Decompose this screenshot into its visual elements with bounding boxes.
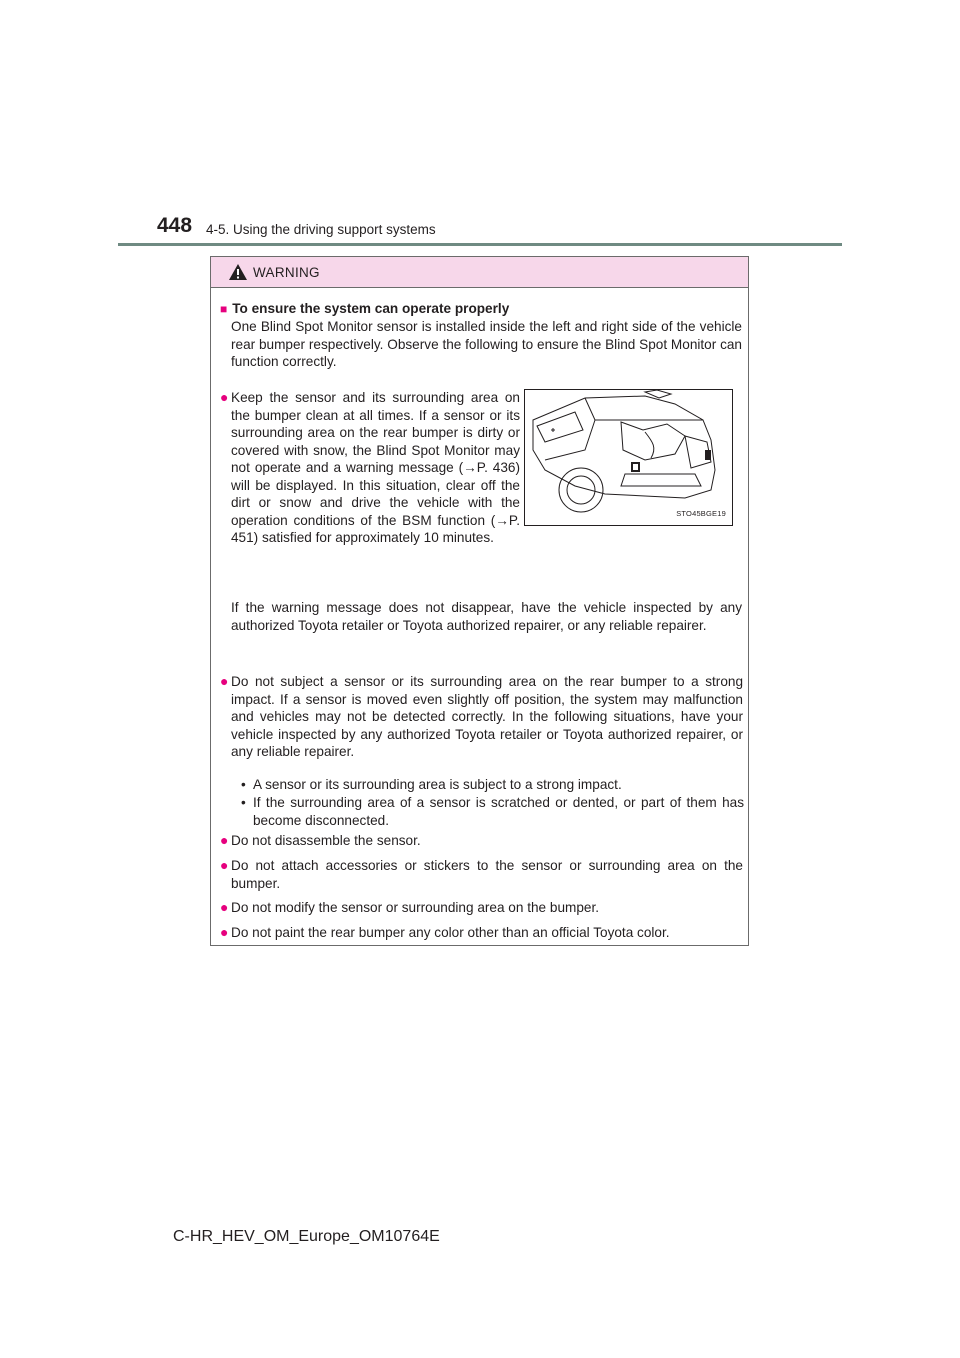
- bullet-item: [220, 899, 743, 917]
- dot-bullet-icon: •: [241, 795, 246, 810]
- section-title: 4-5. Using the driving support systems: [206, 222, 436, 237]
- bullet-item: [220, 857, 743, 892]
- intro-paragraph: One Blind Spot Monitor sensor is installed inside the left and right side of the vehicle rear bumper respectively. Observe the following to ensure the Blind Spot Monitor can function correctly.: [231, 319, 742, 369]
- page-number: 448: [157, 214, 193, 237]
- circle-bullet-icon: ●: [220, 389, 229, 405]
- circle-bullet-icon: ●: [220, 924, 229, 940]
- bullet-text: Do not attach accessories or stickers to the sensor or surrounding area on the bumper.: [231, 858, 743, 891]
- document-code: C-HR_HEV_OM_Europe_OM10764E: [173, 1228, 440, 1245]
- vehicle-rear-illustration: [524, 389, 733, 526]
- bullet-text: Do not modify the sensor or surrounding area on the bumper.: [231, 900, 599, 915]
- circle-bullet-icon: ●: [220, 832, 229, 848]
- circle-bullet-icon: ●: [220, 899, 229, 915]
- sub-bullet-text: A sensor or its surrounding area is subject to a strong impact.: [253, 777, 622, 792]
- sub-bullet-text: If the surrounding area of a sensor is scratched or dented, or part of them has become disconnected.: [253, 795, 744, 828]
- sub-bullet-item: [241, 776, 744, 794]
- bullet-text: Do not disassemble the sensor.: [231, 833, 421, 848]
- bullet-item: [220, 832, 743, 850]
- bullet-text: Do not paint the rear bumper any color other than an official Toyota color.: [231, 925, 670, 940]
- bullet-item: [220, 673, 743, 761]
- warning-header: [211, 257, 748, 288]
- warning-title: WARNING: [253, 265, 320, 280]
- figure-code: STO45BGE19: [676, 508, 726, 518]
- sub-bullet-item: [241, 794, 744, 829]
- dot-bullet-icon: •: [241, 777, 246, 792]
- circle-bullet-icon: ●: [220, 673, 229, 689]
- warning-heading: [220, 300, 509, 319]
- bullet-text: Keep the sensor and its surrounding area on the bumper clean at all times. If a sensor or its surrounding area on the rear bumper is dirty or covered with snow, the Blind Spot Monitor may not operate and a warning message (→P. 436) will be displayed. In this situation, clear off the dirt or snow and drive the vehicle with the operation conditions of the BSM function (→P. 451) satisfied for approximately 10 minutes.: [231, 390, 520, 545]
- page-header: [157, 214, 847, 244]
- bullet-item: [220, 924, 743, 942]
- warning-box: [210, 256, 749, 946]
- circle-bullet-icon: ●: [220, 857, 229, 873]
- bullet-item: [220, 389, 520, 547]
- bullet-text: Do not subject a sensor or its surrounding area on the rear bumper to a strong impact. If a sensor is moved even slightly off position, the system may malfunction and vehicles may not be detected correctly. In the following situations, have your vehicle inspected by any authorized Toyota retailer or Toyota authorized repairer, or any reliable repairer.: [231, 674, 743, 759]
- header-divider: [118, 243, 842, 246]
- warning-heading-text: To ensure the system can operate properly: [232, 301, 510, 316]
- bullet-continuation: If the warning message does not disappear, have the vehicle inspected by any authorized Toyota retailer or Toyota authorized repairer, or any reliable repairer.: [231, 600, 742, 633]
- warning-triangle-icon: [228, 263, 248, 281]
- square-bullet-icon: ■: [220, 302, 228, 316]
